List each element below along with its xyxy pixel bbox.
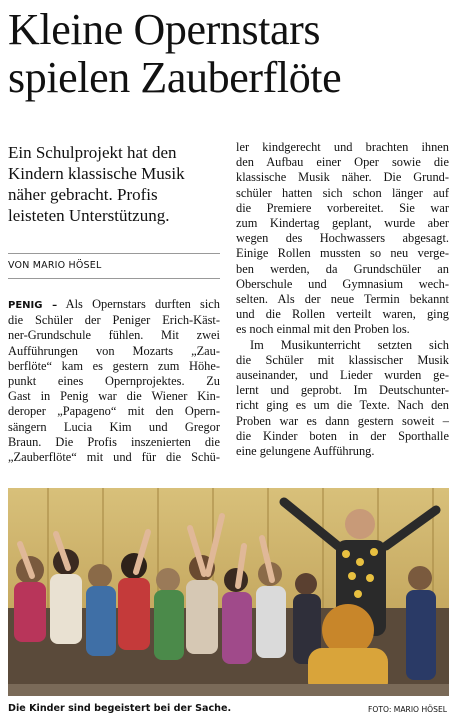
body-line: richt ging es um die Texte. Nach den <box>236 398 449 413</box>
lead-line: Kindern klassische Musik <box>8 164 185 183</box>
divider <box>8 278 220 279</box>
body-line: zum Kindertag geplant, wurde aber <box>236 216 449 231</box>
article-column-2 <box>236 140 449 459</box>
body-line: sängern Lucia Kim und Gregor <box>8 419 220 434</box>
body-line: die Schüler der Peniger Erich-Käst- <box>8 313 220 328</box>
headline-line: spielen Zauberflöte <box>8 53 342 102</box>
headline <box>8 6 448 102</box>
article-photo <box>8 488 449 696</box>
body-line: Proben war es dann gestern soweit – <box>236 413 449 428</box>
author-byline: VON MARIO HÖSEL <box>8 260 102 271</box>
body-line: ben werden, da Grundschüler an <box>236 261 449 276</box>
body-line: den Aufbau einer Oper sowie die <box>236 155 449 170</box>
body-line: Im Musikunterricht setzten sich <box>250 337 449 352</box>
photo-caption: Die Kinder sind begeistert bei der Sache. <box>8 703 232 714</box>
photo-children-performing <box>8 488 449 696</box>
lead-line: Ein Schulprojekt hat den <box>8 143 177 162</box>
body-line: es noch einmal mit den Proben los. <box>236 322 410 337</box>
body-line <box>8 297 220 313</box>
body-line: und die Rollen verteilt waren, ging <box>236 307 449 322</box>
body-line: punkt eines Opernprojektes. Zu <box>8 374 220 389</box>
body-line: die Kinder boten in der Sporthalle <box>236 428 449 443</box>
lead-paragraph <box>8 142 220 226</box>
body-text: Als Opernstars durften sich <box>65 297 220 311</box>
body-line: die Premiere vorbereitet. Sie war <box>236 200 449 215</box>
lead-line: leisteten Unterstützung. <box>8 206 170 225</box>
body-line: Gast in Penig war die Wiener Kin- <box>8 389 220 404</box>
body-line: ler kindgerecht und brachten ihnen <box>236 140 449 154</box>
body-line: eine gelungene Aufführung. <box>236 444 375 459</box>
body-line: lernt und geprobt. Im Deutschunter- <box>236 383 449 398</box>
photo-credit: FOTO: MARIO HÖSEL <box>368 705 447 714</box>
body-line: die Schüler mit klassischer Musik <box>236 352 449 367</box>
body-line: Braun. Die Profis inszenierten die <box>8 434 220 449</box>
body-line: Oberschule und Gymnasium wech- <box>236 276 449 291</box>
body-line: klassische Musik näher. Die Grund- <box>236 170 449 185</box>
article-column-1 <box>8 297 220 465</box>
body-line: deroper „Papageno“ mit den Opern- <box>8 404 220 419</box>
body-line: wegen des Hochwassers abgesagt. <box>236 231 449 246</box>
lead-line: näher gebracht. Profis <box>8 185 158 204</box>
body-line: ner-Grundschule fühlen. Mit zwei <box>8 328 220 343</box>
body-line: Einige Rollen mussten so neu verge- <box>236 246 449 261</box>
body-line: schüler hatten sich schon länger auf <box>236 185 449 200</box>
body-line: „Zauberflöte“ mit und für die Schü- <box>8 450 220 465</box>
body-line: Aufführungen von Mozarts „Zau- <box>8 343 220 358</box>
headline-line: Kleine Opernstars <box>8 5 321 54</box>
body-line: auseinander, und Lieder wurden ge- <box>236 368 449 383</box>
divider <box>8 253 220 254</box>
body-line: berflöte“ kam es gestern zum Höhe- <box>8 358 220 373</box>
dateline: PENIG – <box>8 300 58 311</box>
body-line: selten. Als der neue Termin bekannt <box>236 292 449 307</box>
